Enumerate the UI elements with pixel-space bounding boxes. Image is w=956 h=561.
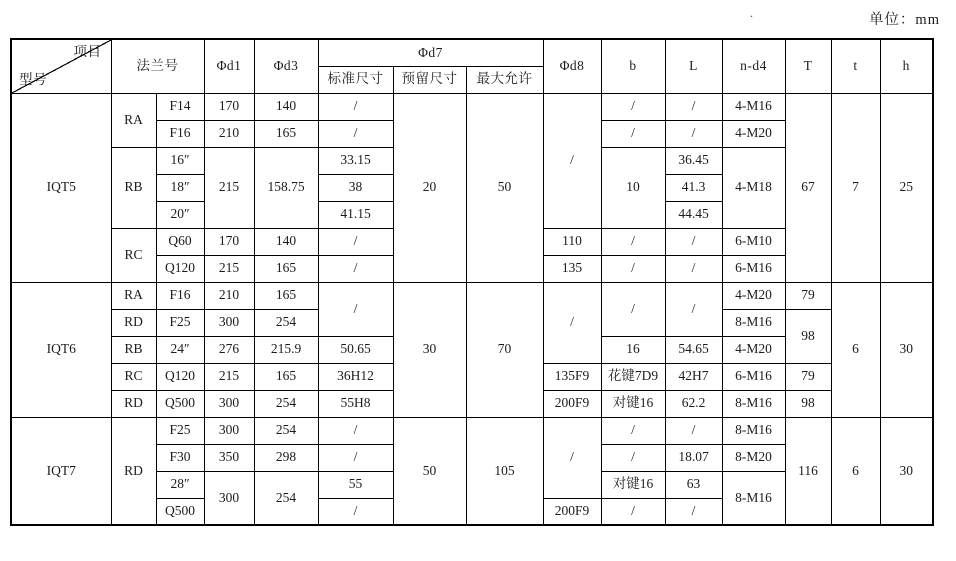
flange-no-cell: F16 [156,120,204,147]
header-item-label: 项目 [73,44,102,59]
value-cell: 对键16 [601,390,665,417]
flange-no-cell: F16 [156,282,204,309]
value-cell: 300 [204,390,254,417]
value-cell: 170 [204,93,254,120]
value-cell: 10 [601,147,665,228]
header-nd4: n-d4 [722,39,785,93]
value-cell: 254 [254,309,318,336]
value-cell: 254 [254,471,318,525]
value-cell: 18.07 [665,444,722,471]
header-d7-standard: 标准尺寸 [318,66,393,93]
value-cell: 105 [466,417,543,525]
value-cell: 20 [393,93,466,282]
value-cell: 63 [665,471,722,498]
value-cell: 170 [204,228,254,255]
header-model-item-diagonal [11,39,111,93]
value-cell: 55H8 [318,390,393,417]
flange-no-cell: 18″ [156,174,204,201]
value-cell: / [318,93,393,120]
value-cell: 135 [543,255,601,282]
flange-group-cell: RB [111,336,156,363]
header-d8: Φd8 [543,39,601,93]
value-cell: 215 [204,255,254,282]
flange-no-cell: 16″ [156,147,204,174]
value-cell: 276 [204,336,254,363]
unit-label: 单位：mm [868,12,940,28]
flange-group-cell: RA [111,93,156,147]
header-L: L [665,39,722,93]
flange-group-cell: RB [111,147,156,228]
value-cell: 8-M16 [722,390,785,417]
value-cell: / [665,417,722,444]
value-cell: / [318,444,393,471]
flange-no-cell: F25 [156,309,204,336]
table-row [11,282,933,309]
value-cell: 254 [254,417,318,444]
flange-no-cell: Q500 [156,498,204,525]
header-model-label: 型号 [19,72,47,88]
value-cell: 200F9 [543,498,601,525]
value-cell: 4-M20 [722,120,785,147]
value-cell: 79 [785,363,831,390]
value-cell: 42H7 [665,363,722,390]
flange-no-cell: 24″ [156,336,204,363]
value-cell: 298 [254,444,318,471]
value-cell: 215 [204,147,254,228]
value-cell: 36.45 [665,147,722,174]
header-d7: Φd7 [318,39,543,66]
value-cell: 210 [204,282,254,309]
value-cell: / [318,417,393,444]
flange-no-cell: F14 [156,93,204,120]
value-cell: 38 [318,174,393,201]
header-d7-max: 最大允许 [466,66,543,93]
value-cell: 300 [204,471,254,525]
value-cell: 254 [254,390,318,417]
model-cell: IQT5 [11,93,111,282]
value-cell: 210 [204,120,254,147]
value-cell: 8-M16 [722,309,785,336]
header-T: T [785,39,831,93]
value-cell: 140 [254,228,318,255]
value-cell: 41.15 [318,201,393,228]
value-cell: 70 [466,282,543,417]
value-cell: 30 [880,417,933,525]
flange-no-cell: Q500 [156,390,204,417]
value-cell: / [318,255,393,282]
flange-no-cell: 28″ [156,471,204,498]
value-cell: 98 [785,390,831,417]
value-cell: 50 [393,417,466,525]
flange-group-cell: RD [111,390,156,417]
value-cell: / [601,498,665,525]
flange-no-cell: F30 [156,444,204,471]
value-cell: 165 [254,255,318,282]
model-cell: IQT7 [11,417,111,525]
value-cell: 对键16 [601,471,665,498]
table-row [11,417,933,444]
value-cell: 8-M16 [722,417,785,444]
header-row-1 [11,39,933,66]
header-d1: Φd1 [204,39,254,93]
value-cell: 4-M20 [722,336,785,363]
flange-group-cell: RD [111,309,156,336]
value-cell: 25 [880,93,933,282]
value-cell: 165 [254,282,318,309]
model-cell: IQT6 [11,282,111,417]
value-cell: 54.65 [665,336,722,363]
flange-no-cell: Q60 [156,228,204,255]
value-cell: 135F9 [543,363,601,390]
value-cell: / [601,282,665,336]
flange-spec-table [10,38,934,526]
value-cell: 4-M16 [722,93,785,120]
header-t: t [831,39,880,93]
table-row [11,93,933,120]
header-h: h [880,39,933,93]
value-cell: / [318,282,393,336]
value-cell: / [665,498,722,525]
value-cell: 16 [601,336,665,363]
value-cell: / [543,282,601,363]
value-cell: 4-M18 [722,147,785,228]
value-cell: 215.9 [254,336,318,363]
value-cell: / [601,120,665,147]
value-cell: / [543,93,601,228]
stray-dot-mark: . [750,6,753,20]
value-cell: 165 [254,120,318,147]
value-cell: 165 [254,363,318,390]
value-cell: 8-M20 [722,444,785,471]
value-cell: 67 [785,93,831,282]
flange-group-cell: RC [111,228,156,282]
value-cell: / [665,93,722,120]
flange-group-cell: RD [111,417,156,525]
value-cell: 50.65 [318,336,393,363]
value-cell: / [318,498,393,525]
value-cell: 6-M16 [722,255,785,282]
header-d3: Φd3 [254,39,318,93]
value-cell: / [601,255,665,282]
header-b: b [601,39,665,93]
value-cell: 8-M16 [722,471,785,525]
value-cell: 30 [880,282,933,417]
value-cell: 6 [831,282,880,417]
value-cell: 41.3 [665,174,722,201]
value-cell: 33.15 [318,147,393,174]
flange-no-cell: 20″ [156,201,204,228]
value-cell: 300 [204,309,254,336]
value-cell: 98 [785,309,831,363]
value-cell: / [665,228,722,255]
value-cell: 116 [785,417,831,525]
value-cell: 300 [204,417,254,444]
flange-no-cell: Q120 [156,255,204,282]
value-cell: 215 [204,363,254,390]
flange-no-cell: Q120 [156,363,204,390]
value-cell: / [543,417,601,498]
value-cell: / [601,93,665,120]
value-cell: 44.45 [665,201,722,228]
value-cell: / [318,228,393,255]
flange-no-cell: F25 [156,417,204,444]
value-cell: 36H12 [318,363,393,390]
value-cell: 6 [831,417,880,525]
value-cell: / [601,417,665,444]
value-cell: 158.75 [254,147,318,228]
value-cell: 110 [543,228,601,255]
value-cell: 6-M10 [722,228,785,255]
value-cell: 55 [318,471,393,498]
value-cell: / [601,444,665,471]
header-flange-no: 法兰号 [111,39,204,93]
value-cell: / [601,228,665,255]
value-cell: 花键7D9 [601,363,665,390]
value-cell: 50 [466,93,543,282]
value-cell: 200F9 [543,390,601,417]
value-cell: 4-M20 [722,282,785,309]
value-cell: 7 [831,93,880,282]
header-d7-reserved: 预留尺寸 [393,66,466,93]
value-cell: / [318,120,393,147]
value-cell: 79 [785,282,831,309]
value-cell: 62.2 [665,390,722,417]
value-cell: 30 [393,282,466,417]
value-cell: 350 [204,444,254,471]
value-cell: / [665,255,722,282]
value-cell: 140 [254,93,318,120]
flange-group-cell: RC [111,363,156,390]
flange-group-cell: RA [111,282,156,309]
value-cell: 6-M16 [722,363,785,390]
value-cell: / [665,120,722,147]
value-cell: / [665,282,722,336]
